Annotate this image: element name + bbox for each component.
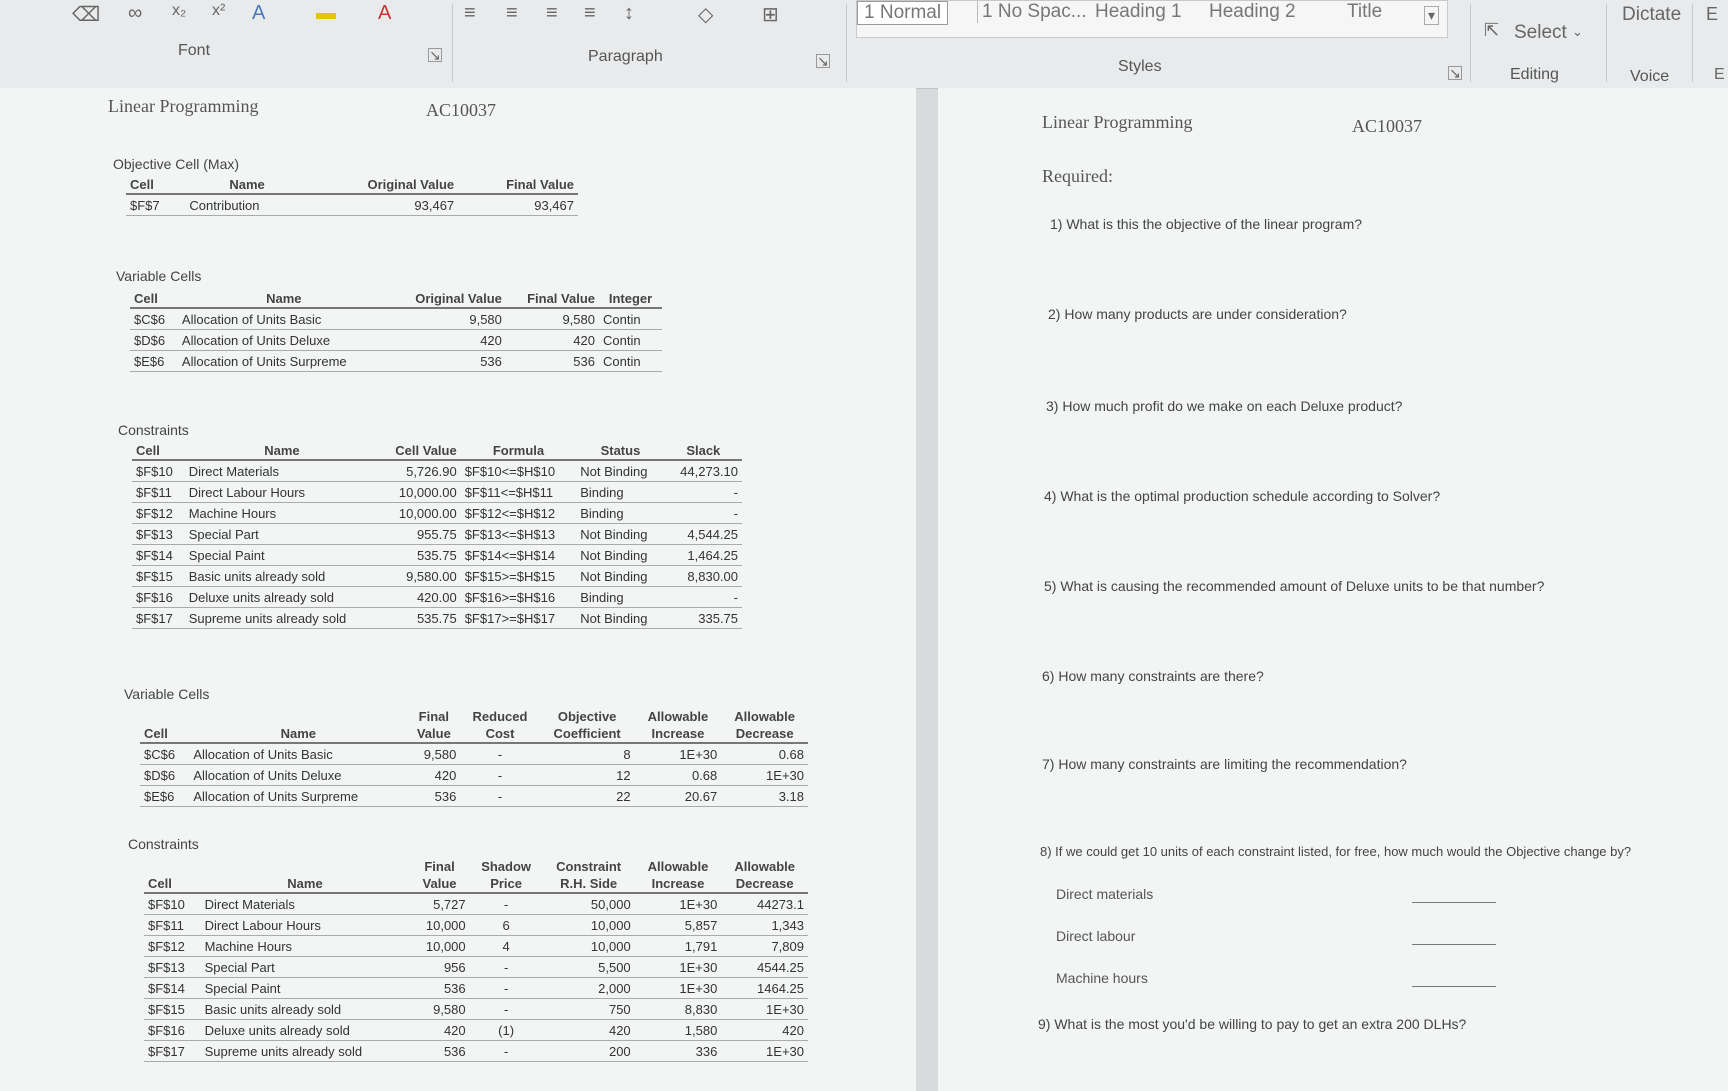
table-cell: 420	[721, 1020, 808, 1041]
table-cell: Contin	[599, 330, 662, 351]
table-cell: 4544.25	[721, 957, 808, 978]
col-header: Increase	[635, 725, 722, 743]
table-cell: Allocation of Units Surpreme	[178, 351, 390, 372]
style-no-spacing[interactable]: 1 No Spac...	[977, 1, 1087, 23]
paragraph-dialog-launcher-icon[interactable]: ↘	[817, 53, 829, 69]
table-cell: 10,000	[543, 936, 635, 957]
table-cell: $F$16>=$H$16	[461, 587, 577, 608]
table-cell: 956	[409, 957, 469, 978]
col-header: Cell	[132, 442, 185, 460]
table-cell: Allocation of Units Basic	[189, 743, 407, 765]
table-row	[132, 524, 742, 545]
table-cell: 44273.1	[721, 893, 808, 915]
q8-direct-materials-label: Direct materials	[1056, 886, 1154, 902]
col-header: Shadow	[481, 859, 532, 874]
table-cell: Not Binding	[576, 608, 664, 629]
col-header: Value	[409, 875, 469, 893]
table-row	[132, 587, 742, 608]
table-cell: 93,467	[309, 194, 458, 216]
table-cell: Contribution	[185, 194, 308, 216]
table-cell: 7,809	[721, 936, 808, 957]
select-button[interactable]: Select	[1514, 22, 1567, 43]
table-cell: Binding	[576, 503, 664, 524]
table-cell: Supreme units already sold	[201, 1041, 410, 1062]
table-cell: 8,830	[635, 999, 722, 1020]
table-cell: 420	[409, 1020, 469, 1041]
table-row	[144, 936, 808, 957]
table-cell: Not Binding	[576, 566, 664, 587]
table-cell: 536	[407, 786, 460, 807]
table-cell: $F$7	[126, 194, 185, 216]
constraints-title: Constraints	[118, 422, 189, 438]
table-cell: $F$17	[132, 608, 185, 629]
table-cell: -	[470, 893, 543, 915]
table-cell: 9,580	[506, 308, 599, 330]
col-header: Decrease	[721, 725, 808, 743]
table-cell: 1E+30	[721, 765, 808, 786]
editing-group-label: Editing	[1510, 66, 1559, 83]
table-row	[144, 1041, 808, 1062]
table-cell: $D$6	[140, 765, 189, 786]
table-cell: $F$16	[132, 587, 185, 608]
col-header: Decrease	[721, 875, 808, 893]
page-header-title: Linear Programming	[108, 96, 259, 116]
table-cell: $F$14	[132, 545, 185, 566]
align-center-icon[interactable]: ≡	[506, 2, 518, 24]
table-cell: 1464.25	[721, 978, 808, 999]
table-cell: 1E+30	[635, 743, 722, 765]
sensitivity-variable-cells-title: Variable Cells	[124, 686, 210, 702]
table-cell: 22	[540, 786, 635, 807]
sensitivity-constraints-table	[144, 858, 808, 1062]
col-header: Name	[201, 875, 410, 893]
highlight-icon[interactable]: ▬	[316, 2, 336, 24]
col-header	[189, 708, 407, 725]
table-row	[144, 999, 808, 1020]
question-1: 1) What is this the objective of the linear program?	[1050, 216, 1363, 232]
table-cell: $F$10	[144, 893, 201, 915]
table-cell: $F$12	[144, 936, 201, 957]
table-cell: 336	[635, 1041, 722, 1062]
superscript-icon[interactable]: x²	[212, 2, 226, 19]
table-cell: Supreme units already sold	[185, 608, 379, 629]
table-row	[132, 482, 742, 503]
table-cell: -	[470, 978, 543, 999]
table-row	[140, 765, 808, 786]
ribbon-separator	[846, 4, 847, 82]
table-cell: 535.75	[379, 608, 461, 629]
col-header: Coefficient	[540, 725, 635, 743]
col-header	[201, 858, 410, 875]
styles-more-icon[interactable]: ▾	[1424, 6, 1439, 25]
table-cell: (1)	[470, 1020, 543, 1041]
table-cell: 9,580	[407, 743, 460, 765]
ribbon-separator	[452, 4, 453, 82]
required-label: Required:	[1042, 166, 1113, 186]
left-document-page[interactable]	[0, 88, 916, 1091]
table-cell: Not Binding	[576, 460, 664, 482]
editor-button[interactable]: E	[1706, 4, 1719, 24]
col-header: R.H. Side	[543, 875, 635, 893]
table-cell: -	[665, 482, 742, 503]
table-cell: $F$13<=$H$13	[461, 524, 577, 545]
table-cell: 0.68	[721, 743, 808, 765]
table-cell: 420.00	[379, 587, 461, 608]
style-title[interactable]: Title	[1347, 1, 1383, 22]
table-cell: 6	[470, 915, 543, 936]
table-cell: 10,000	[409, 936, 469, 957]
col-header: Final	[424, 859, 455, 874]
align-right-icon[interactable]: ≡	[546, 2, 558, 24]
table-cell: Binding	[576, 587, 664, 608]
table-cell: $F$12<=$H$12	[461, 503, 577, 524]
table-cell: 1E+30	[635, 978, 722, 999]
question-6: 6) How many constraints are there?	[1042, 668, 1264, 684]
col-header: Cell Value	[379, 442, 461, 460]
table-cell: 200	[543, 1041, 635, 1062]
voice-group-label: Voice	[1630, 68, 1670, 85]
table-cell: 1,580	[635, 1020, 722, 1041]
table-cell: $F$11	[144, 915, 201, 936]
table-row	[132, 545, 742, 566]
table-cell: 8	[540, 743, 635, 765]
sensitivity-variable-cells-table	[140, 708, 808, 807]
objective-cell-title: Objective Cell (Max)	[113, 156, 240, 172]
question-8: 8) If we could get 10 units of each constraint listed, for free, how much would the Objective change by?	[1040, 844, 1632, 859]
table-cell: Binding	[576, 482, 664, 503]
col-header: Allowable	[647, 709, 709, 724]
col-header: Final Value	[506, 290, 599, 308]
table-cell: 536	[506, 351, 599, 372]
table-cell: 420	[390, 330, 506, 351]
col-header: Cost	[460, 725, 539, 743]
table-cell: 50,000	[543, 893, 635, 915]
col-header: Cell	[140, 725, 189, 743]
select-arrow-icon: ⇱	[1484, 20, 1500, 40]
table-cell: $F$10<=$H$10	[461, 460, 577, 482]
table-cell: Allocation of Units Deluxe	[178, 330, 390, 351]
col-header: Integer	[599, 290, 662, 308]
table-cell: 4	[470, 936, 543, 957]
objective-cell-table	[126, 176, 578, 216]
table-cell: 420	[506, 330, 599, 351]
col-header: Price	[470, 875, 543, 893]
constraints-table	[132, 442, 742, 629]
table-row	[126, 194, 578, 216]
page-header-title: Linear Programming	[1042, 112, 1193, 132]
table-cell: Deluxe units already sold	[201, 1020, 410, 1041]
style-heading-1[interactable]: Heading 1	[1095, 1, 1182, 22]
col-header: Allowable	[647, 859, 709, 874]
table-cell: 750	[543, 999, 635, 1020]
chevron-down-icon[interactable]: ⌄	[1572, 24, 1583, 39]
table-cell: -	[470, 1041, 543, 1062]
table-cell: $C$6	[140, 743, 189, 765]
variable-cells-title: Variable Cells	[116, 268, 202, 284]
table-cell: 9,580	[409, 999, 469, 1020]
table-cell: $E$6	[140, 786, 189, 807]
line-spacing-icon[interactable]: ↕	[624, 2, 634, 24]
table-row	[132, 566, 742, 587]
col-header: Final	[418, 709, 449, 724]
table-cell: $F$15	[132, 566, 185, 587]
col-header: Original Value	[309, 176, 458, 194]
align-left-icon[interactable]: ≡	[464, 2, 476, 24]
table-cell: $F$10	[132, 460, 185, 482]
table-cell: $E$6	[130, 351, 178, 372]
table-cell: 0.68	[635, 765, 722, 786]
col-header: Name	[189, 725, 407, 743]
table-cell: $F$15>=$H$15	[461, 566, 577, 587]
table-cell: 9,580.00	[379, 566, 461, 587]
table-cell: -	[460, 786, 539, 807]
table-cell: $F$16	[144, 1020, 201, 1041]
table-cell: $F$17>=$H$17	[461, 608, 577, 629]
table-cell: -	[460, 743, 539, 765]
table-cell: 1E+30	[721, 1041, 808, 1062]
question-7: 7) How many constraints are limiting the recommendation?	[1042, 756, 1407, 772]
col-header: Allowable	[734, 859, 795, 874]
col-header: Cell	[144, 875, 201, 893]
table-cell: Direct Labour Hours	[185, 482, 379, 503]
table-cell: 5,727	[409, 893, 469, 915]
table-row	[132, 460, 742, 482]
question-3: 3) How much profit do we make on each Deluxe product?	[1046, 398, 1403, 414]
table-cell: -	[665, 503, 742, 524]
table-cell: $C$6	[130, 308, 178, 330]
table-cell: 1,791	[635, 936, 722, 957]
col-header: Objective	[557, 709, 617, 724]
table-cell: $F$15	[144, 999, 201, 1020]
table-row	[132, 608, 742, 629]
table-cell: Not Binding	[576, 524, 664, 545]
ribbon-separator	[1606, 4, 1607, 82]
table-cell: Machine Hours	[185, 503, 379, 524]
table-cell: -	[665, 587, 742, 608]
table-cell: 8,830.00	[665, 566, 742, 587]
justify-icon[interactable]: ≡	[584, 2, 596, 24]
right-document-page[interactable]	[938, 88, 1728, 1091]
q8-direct-labour-label: Direct labour	[1056, 928, 1136, 944]
subscript-icon[interactable]: x₂	[172, 2, 187, 19]
style-normal[interactable]: 1 Normal	[857, 1, 948, 25]
q8-machine-hours-label: Machine hours	[1056, 970, 1148, 986]
table-cell: $F$11	[132, 482, 185, 503]
table-cell: $F$14	[144, 978, 201, 999]
shading-icon[interactable]: ◇	[698, 4, 714, 26]
table-cell: Allocation of Units Deluxe	[189, 765, 407, 786]
table-cell: 955.75	[379, 524, 461, 545]
table-cell: $F$11<=$H$11	[461, 482, 577, 503]
table-row	[144, 893, 808, 915]
col-header: Reduced	[472, 709, 528, 724]
font-group-label: Font	[178, 42, 211, 59]
font-dialog-launcher-icon[interactable]: ↘	[429, 47, 441, 63]
clear-formatting-icon[interactable]: ⌫	[72, 4, 101, 26]
table-row	[130, 308, 662, 330]
table-cell: 44,273.10	[665, 460, 742, 482]
table-cell: 1,464.25	[665, 545, 742, 566]
text-effects-icon[interactable]: ∞	[128, 2, 143, 24]
table-cell: 4,544.25	[665, 524, 742, 545]
table-row	[140, 786, 808, 807]
table-cell: Basic units already sold	[201, 999, 410, 1020]
table-cell: 10,000.00	[379, 503, 461, 524]
table-cell: Contin	[599, 308, 662, 330]
table-cell: Contin	[599, 351, 662, 372]
col-header	[140, 708, 189, 725]
table-row	[132, 503, 742, 524]
table-cell: $F$12	[132, 503, 185, 524]
table-cell: 20.67	[635, 786, 722, 807]
table-cell: 420	[543, 1020, 635, 1041]
table-cell: 5,857	[635, 915, 722, 936]
editor-group-label: E	[1714, 66, 1725, 83]
table-cell: 1E+30	[635, 893, 722, 915]
col-header: Final Value	[458, 176, 578, 194]
table-cell: 10,000	[409, 915, 469, 936]
table-row	[144, 1020, 808, 1041]
table-row	[144, 957, 808, 978]
page-header-code: AC10037	[426, 100, 497, 120]
table-cell: -	[470, 999, 543, 1020]
col-header: Formula	[461, 442, 577, 460]
table-cell: Deluxe units already sold	[185, 587, 379, 608]
table-cell: Special Part	[201, 957, 410, 978]
q8-direct-labour-answer-line[interactable]	[1412, 944, 1496, 945]
table-cell: 3.18	[721, 786, 808, 807]
table-cell: Not Binding	[576, 545, 664, 566]
col-header: Cell	[130, 290, 178, 308]
table-cell: 535.75	[379, 545, 461, 566]
sensitivity-constraints-title: Constraints	[128, 836, 199, 852]
variable-cells-table	[130, 290, 662, 372]
table-row	[130, 330, 662, 351]
table-cell: Allocation of Units Surpreme	[189, 786, 407, 807]
table-cell: Direct Labour Hours	[201, 915, 410, 936]
table-cell: Direct Materials	[201, 893, 410, 915]
table-row	[140, 743, 808, 765]
table-cell: 5,726.90	[379, 460, 461, 482]
table-row	[144, 978, 808, 999]
table-cell: Basic units already sold	[185, 566, 379, 587]
table-cell: -	[460, 765, 539, 786]
table-cell: 93,467	[458, 194, 578, 216]
table-row	[144, 915, 808, 936]
table-cell: $D$6	[130, 330, 178, 351]
table-cell: Machine Hours	[201, 936, 410, 957]
col-header: Constraint	[556, 859, 622, 874]
page-header-code: AC10037	[1352, 116, 1423, 136]
table-cell: $F$14<=$H$14	[461, 545, 577, 566]
col-header: Original Value	[390, 290, 506, 308]
col-header: Status	[576, 442, 664, 460]
table-cell: 536	[390, 351, 506, 372]
col-header: Slack	[665, 442, 742, 460]
table-cell: 10,000.00	[379, 482, 461, 503]
q8-machine-hours-answer-line[interactable]	[1412, 986, 1496, 987]
question-9: 9) What is the most you'd be willing to pay to get an extra 200 DLHs?	[1038, 1016, 1467, 1032]
col-header: Increase	[635, 875, 722, 893]
table-cell: 536	[409, 1041, 469, 1062]
dictate-button[interactable]: Dictate	[1622, 4, 1682, 25]
table-cell: 1,343	[721, 915, 808, 936]
table-cell: $F$17	[144, 1041, 201, 1062]
col-header	[144, 858, 201, 875]
col-header: Allowable	[734, 709, 795, 724]
table-cell: 420	[407, 765, 460, 786]
table-cell: Special Part	[185, 524, 379, 545]
table-cell: Special Paint	[201, 978, 410, 999]
question-5: 5) What is causing the recommended amount of Deluxe units to be that number?	[1044, 578, 1545, 594]
styles-dialog-launcher-icon[interactable]: ↘	[1449, 65, 1461, 81]
table-cell: Direct Materials	[185, 460, 379, 482]
table-cell: 12	[540, 765, 635, 786]
table-cell: 5,500	[543, 957, 635, 978]
table-cell: 335.75	[665, 608, 742, 629]
ribbon	[0, 0, 1728, 89]
table-cell: Allocation of Units Basic	[178, 308, 390, 330]
col-header: Cell	[126, 176, 185, 194]
table-cell: $F$13	[144, 957, 201, 978]
table-row	[130, 351, 662, 372]
col-header: Value	[407, 725, 460, 743]
ribbon-separator	[1692, 4, 1693, 82]
font-color-icon[interactable]: A	[378, 2, 392, 24]
col-header: Name	[185, 442, 379, 460]
question-2: 2) How many products are under consideration?	[1048, 306, 1347, 322]
paragraph-group-label: Paragraph	[588, 48, 663, 65]
table-cell: Special Paint	[185, 545, 379, 566]
col-header: Name	[178, 290, 390, 308]
table-cell: -	[470, 957, 543, 978]
table-cell: $F$13	[132, 524, 185, 545]
table-cell: 1E+30	[635, 957, 722, 978]
borders-icon[interactable]: ⊞	[762, 4, 779, 26]
text-effect-icon[interactable]: A	[252, 2, 266, 24]
style-heading-2[interactable]: Heading 2	[1209, 1, 1296, 22]
table-cell: 536	[409, 978, 469, 999]
table-cell: 10,000	[543, 915, 635, 936]
q8-direct-materials-answer-line[interactable]	[1412, 902, 1496, 903]
ribbon-separator	[1470, 4, 1471, 82]
styles-group-label: Styles	[1118, 58, 1162, 75]
col-header: Name	[185, 176, 308, 194]
table-cell: 1E+30	[721, 999, 808, 1020]
styles-gallery	[856, 0, 1448, 38]
table-cell: 9,580	[390, 308, 506, 330]
question-4: 4) What is the optimal production schedule according to Solver?	[1044, 488, 1441, 504]
table-cell: 2,000	[543, 978, 635, 999]
